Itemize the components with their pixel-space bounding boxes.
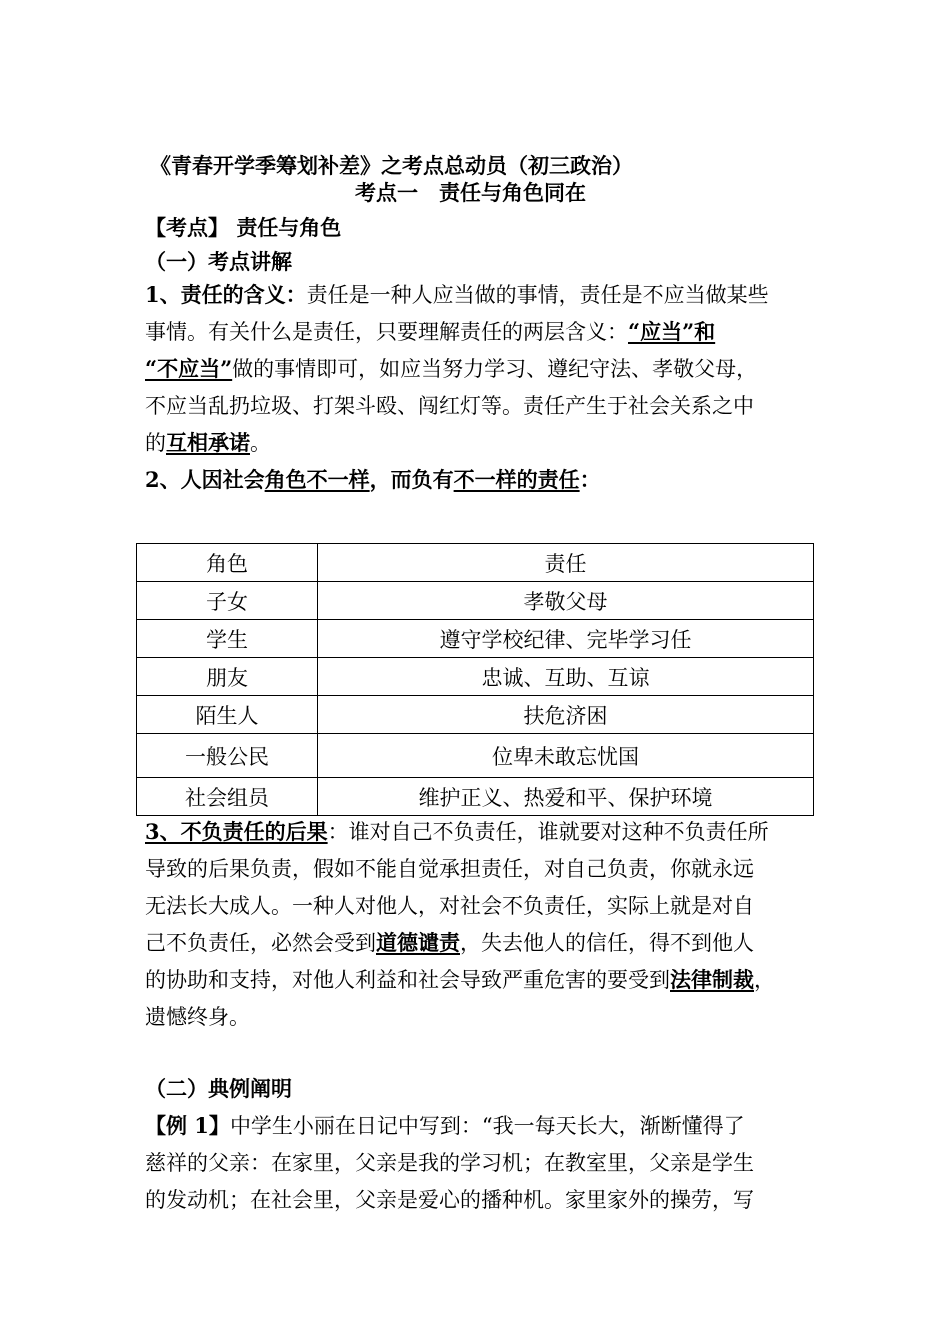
example-label: 【例 1】 bbox=[145, 1113, 230, 1138]
table-cell: 朋友 bbox=[137, 658, 318, 696]
p3-line-3: 无法长大成人。一种人对他人，对社会不负责任，实际上就是对自 bbox=[145, 894, 754, 918]
p3-line-1 bbox=[145, 814, 769, 850]
table-row bbox=[137, 778, 814, 816]
table-cell: 学生 bbox=[137, 620, 318, 658]
p3-keyword: 道德谴责 bbox=[376, 930, 460, 955]
p1-keyword: “不应当” bbox=[145, 356, 233, 381]
section-name: 责任与角色 bbox=[236, 215, 342, 240]
p3-text: ，失去他人的信任，得不到他人 bbox=[460, 931, 754, 955]
table-row bbox=[137, 620, 814, 658]
p3-line-5 bbox=[145, 962, 775, 998]
p1-line-5 bbox=[145, 425, 271, 461]
p2-keyword: 不一样的责任 bbox=[453, 467, 580, 492]
p1-text: 的 bbox=[145, 431, 166, 455]
subsection-heading-2: （二）典例阐明 bbox=[145, 1076, 292, 1101]
table-cell: 遵守学校纪律、完毕学习任 bbox=[318, 620, 814, 658]
p1-line-3 bbox=[145, 351, 757, 387]
table-header-cell: 责任 bbox=[318, 544, 814, 582]
p2-keyword: 角色不一样 bbox=[264, 467, 370, 492]
table-header-row bbox=[137, 544, 814, 582]
section-heading bbox=[145, 212, 341, 242]
table-cell: 扶危济困 bbox=[318, 696, 814, 734]
p1-text: 责任是一种人应当做的事情，责任是不应当做某些 bbox=[306, 283, 769, 307]
document-subtitle: 考点一 责任与角色同在 bbox=[355, 180, 586, 205]
table-row bbox=[137, 658, 814, 696]
table-cell: 一般公民 bbox=[137, 734, 318, 778]
section-tag: 【考点】 bbox=[145, 215, 229, 240]
table-cell: 社会组员 bbox=[137, 778, 318, 816]
document-title: 《青春开学季筹划补差》之考点总动员（初三政治） bbox=[150, 153, 633, 178]
table-cell: 忠诚、互助、互谅 bbox=[318, 658, 814, 696]
p3-text: ：谁对自己不负责任，谁就要对这种不负责任所 bbox=[327, 820, 769, 844]
p1-label: 1、责任的含义： bbox=[145, 282, 307, 307]
p3-text: 己不负责任，必然会受到 bbox=[145, 931, 376, 955]
p3-line-2: 导致的后果负责，假如不能自觉承担责任，对自己负责，你就永远 bbox=[145, 857, 754, 881]
p1-text: 事情。有关什么是责任，只要理解责任的两层含义： bbox=[145, 320, 628, 344]
table-row bbox=[137, 696, 814, 734]
p1-keyword: 互相承诺 bbox=[166, 430, 250, 455]
table-cell: 位卑未敢忘忧国 bbox=[318, 734, 814, 778]
p1-line-2 bbox=[145, 314, 715, 350]
p3-label: 3、不负责任的后果 bbox=[145, 819, 328, 844]
p2-text: ： bbox=[579, 467, 601, 492]
table-cell: 孝敬父母 bbox=[318, 582, 814, 620]
p3-line-4 bbox=[145, 925, 754, 961]
p1-line-1 bbox=[145, 277, 769, 313]
subsection-heading-1: （一）考点讲解 bbox=[145, 249, 292, 274]
p1-text: 。 bbox=[250, 431, 271, 455]
table-cell: 子女 bbox=[137, 582, 318, 620]
table-header-cell: 角色 bbox=[137, 544, 318, 582]
example-line-2: 慈祥的父亲：在家里，父亲是我的学习机；在教室里，父亲是学生 bbox=[145, 1151, 754, 1175]
p1-line-4: 不应当乱扔垃圾、打架斗殴、闯红灯等。责任产生于社会关系之中 bbox=[145, 394, 754, 418]
p3-keyword: 法律制裁 bbox=[670, 967, 754, 992]
p1-text: 做的事情即可，如应当努力学习、遵纪守法、孝敬父母， bbox=[232, 357, 758, 381]
example-line-3: 的发动机；在社会里，父亲是爱心的播种机。家里家外的操劳，写 bbox=[145, 1188, 754, 1212]
p3-text: 的协助和支持，对他人利益和社会导致严重危害的要受到 bbox=[145, 968, 670, 992]
p2-text: 2、人因社会 bbox=[145, 467, 265, 492]
table-cell: 陌生人 bbox=[137, 696, 318, 734]
table-row bbox=[137, 582, 814, 620]
example-line-1 bbox=[145, 1108, 745, 1144]
p3-text: ， bbox=[754, 968, 775, 992]
p1-keyword: “应当”和 bbox=[628, 319, 716, 344]
roles-table bbox=[136, 543, 814, 816]
table-row bbox=[137, 734, 814, 778]
p2-text: ，而负有 bbox=[369, 467, 454, 492]
p3-line-6: 遗憾终身。 bbox=[145, 1005, 250, 1029]
p2-line bbox=[145, 462, 601, 498]
table-cell: 维护正义、热爱和平、保护环境 bbox=[318, 778, 814, 816]
example-text: 中学生小丽在日记中写到：“我一每天长大，渐断懂得了 bbox=[229, 1114, 745, 1138]
